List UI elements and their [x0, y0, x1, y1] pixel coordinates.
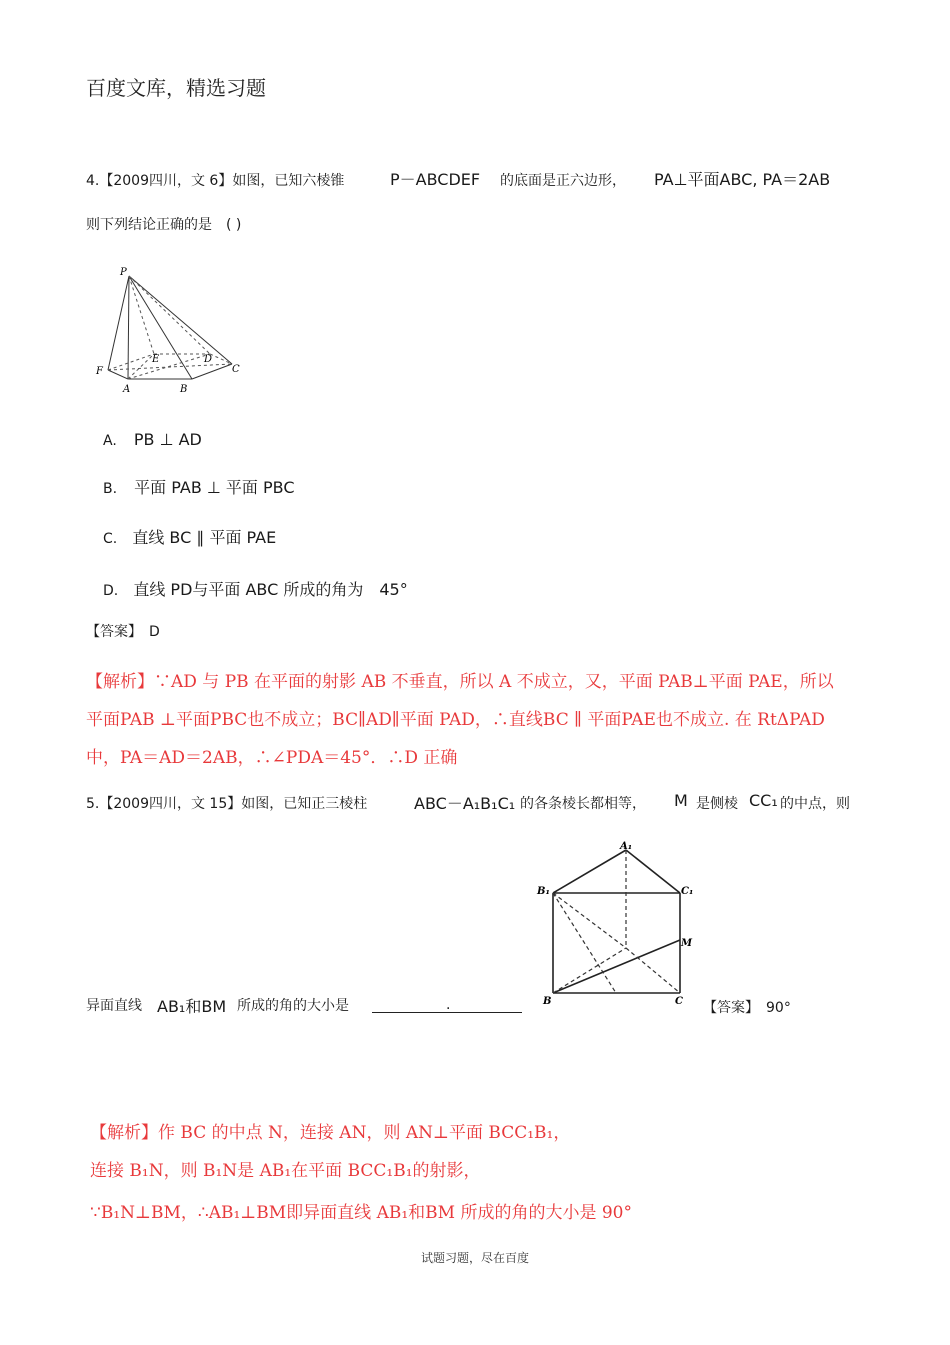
q4-option-a — [103, 430, 202, 449]
q5-fig-label-b1: B₁ — [537, 886, 550, 897]
q4-fig-label-c: C — [232, 364, 240, 375]
q4-analysis-line-1: 【解析】∵AD 与 PB 在平面的射影 AB 不垂直，所以 A 不成立，又，平面 PAB⊥平面 PAE，所以 — [86, 672, 834, 692]
q4-pyramid-expr: P－ABCDEF — [390, 170, 481, 189]
q5-number-source: 5.【2009四川，文 15】如图，已知正三棱柱 — [86, 796, 368, 812]
q5-analysis-line-2: 连接 B₁N，则 B₁N是 AB₁在平面 BCC₁B₁的射影， — [90, 1161, 481, 1181]
q5-prism-figure — [535, 838, 705, 1010]
q4-fig-label-d: D — [204, 354, 213, 365]
q4-analysis-line-3: 中，PA＝AD＝2AB，∴∠PDA＝45°．∴D 正确 — [86, 748, 458, 768]
q5-point-m: M — [674, 791, 688, 810]
page-footer: 试题习题，尽在百度 — [420, 1251, 529, 1265]
q4-number-source: 4.【2009四川，文 6】如图，已知六棱锥 — [86, 173, 345, 189]
q4-option-c-text: 直线 BC ∥ 平面 PAE — [132, 528, 277, 547]
q4-answer: 【答案】 D — [86, 624, 160, 640]
q5-blank-dot: . — [446, 997, 451, 1013]
q5-lines-expr: AB₁和BM — [157, 997, 227, 1016]
q4-fig-label-b: B — [180, 384, 188, 395]
q5-side-edge-label: 是侧棱 — [696, 796, 738, 812]
q4-option-b-text: 平面 PAB ⊥ 平面 PBC — [134, 478, 295, 497]
q4-fig-label-a: A — [123, 384, 131, 395]
q5-midpoint-desc: 的中点，则 — [780, 796, 850, 812]
q5-prompt-end: 所成的角的大小是 — [237, 998, 349, 1014]
q5-fig-label-m: M — [681, 938, 693, 949]
q5-fig-label-c1: C₁ — [681, 886, 694, 897]
q4-option-a-text: PB ⊥ AD — [133, 430, 202, 449]
q4-pyramid-figure — [92, 262, 252, 397]
q5-edge-desc: 的各条棱长都相等， — [520, 796, 646, 812]
q4-option-d-letter: D. — [103, 583, 119, 599]
q4-option-c-letter: C. — [103, 531, 118, 547]
q4-option-a-letter: A. — [103, 433, 117, 449]
q5-fig-label-c: C — [675, 996, 683, 1007]
q5-prompt-start: 异面直线 — [86, 998, 142, 1014]
q4-condition: PA⊥平面ABC, PA＝2AB — [654, 170, 831, 189]
q5-fig-label-b: B — [543, 996, 552, 1007]
q5-prism-expr: ABC－A₁B₁C₁ — [414, 794, 516, 813]
q5-edge-cc1: CC₁ — [749, 791, 778, 810]
q4-analysis-line-2: 平面PAB ⊥平面PBC也不成立；BC∥AD∥平面 PAD，∴直线BC ∥ 平面PAE也不成立. 在 RtΔPAD — [86, 710, 825, 730]
q4-option-c — [103, 525, 276, 548]
q4-fig-label-f: F — [96, 366, 103, 377]
q4-fig-label-p: P — [120, 267, 127, 278]
q5-analysis-line-3: ∵B₁N⊥BM，∴AB₁⊥BM即异面直线 AB₁和BM 所成的角的大小是 90° — [90, 1203, 632, 1223]
q4-option-b — [103, 475, 295, 498]
q5-answer: 【答案】 90° — [703, 1000, 791, 1016]
q4-option-d-text: 直线 PD与平面 ABC 所成的角为 45° — [133, 580, 408, 599]
q4-prompt: 则下列结论正确的是 ( ) — [86, 217, 242, 233]
q4-option-b-letter: B. — [103, 481, 118, 497]
q4-option-d — [103, 577, 408, 600]
page-header: 百度文库，精选习题 — [86, 76, 266, 100]
q5-fig-label-a1: A₁ — [620, 841, 633, 852]
q5-analysis-line-1: 【解析】作 BC 的中点 N，连接 AN，则 AN⊥平面 BCC₁B₁， — [90, 1123, 571, 1143]
q4-base-desc: 的底面是正六边形， — [500, 173, 626, 189]
q4-fig-label-e: E — [152, 354, 160, 365]
